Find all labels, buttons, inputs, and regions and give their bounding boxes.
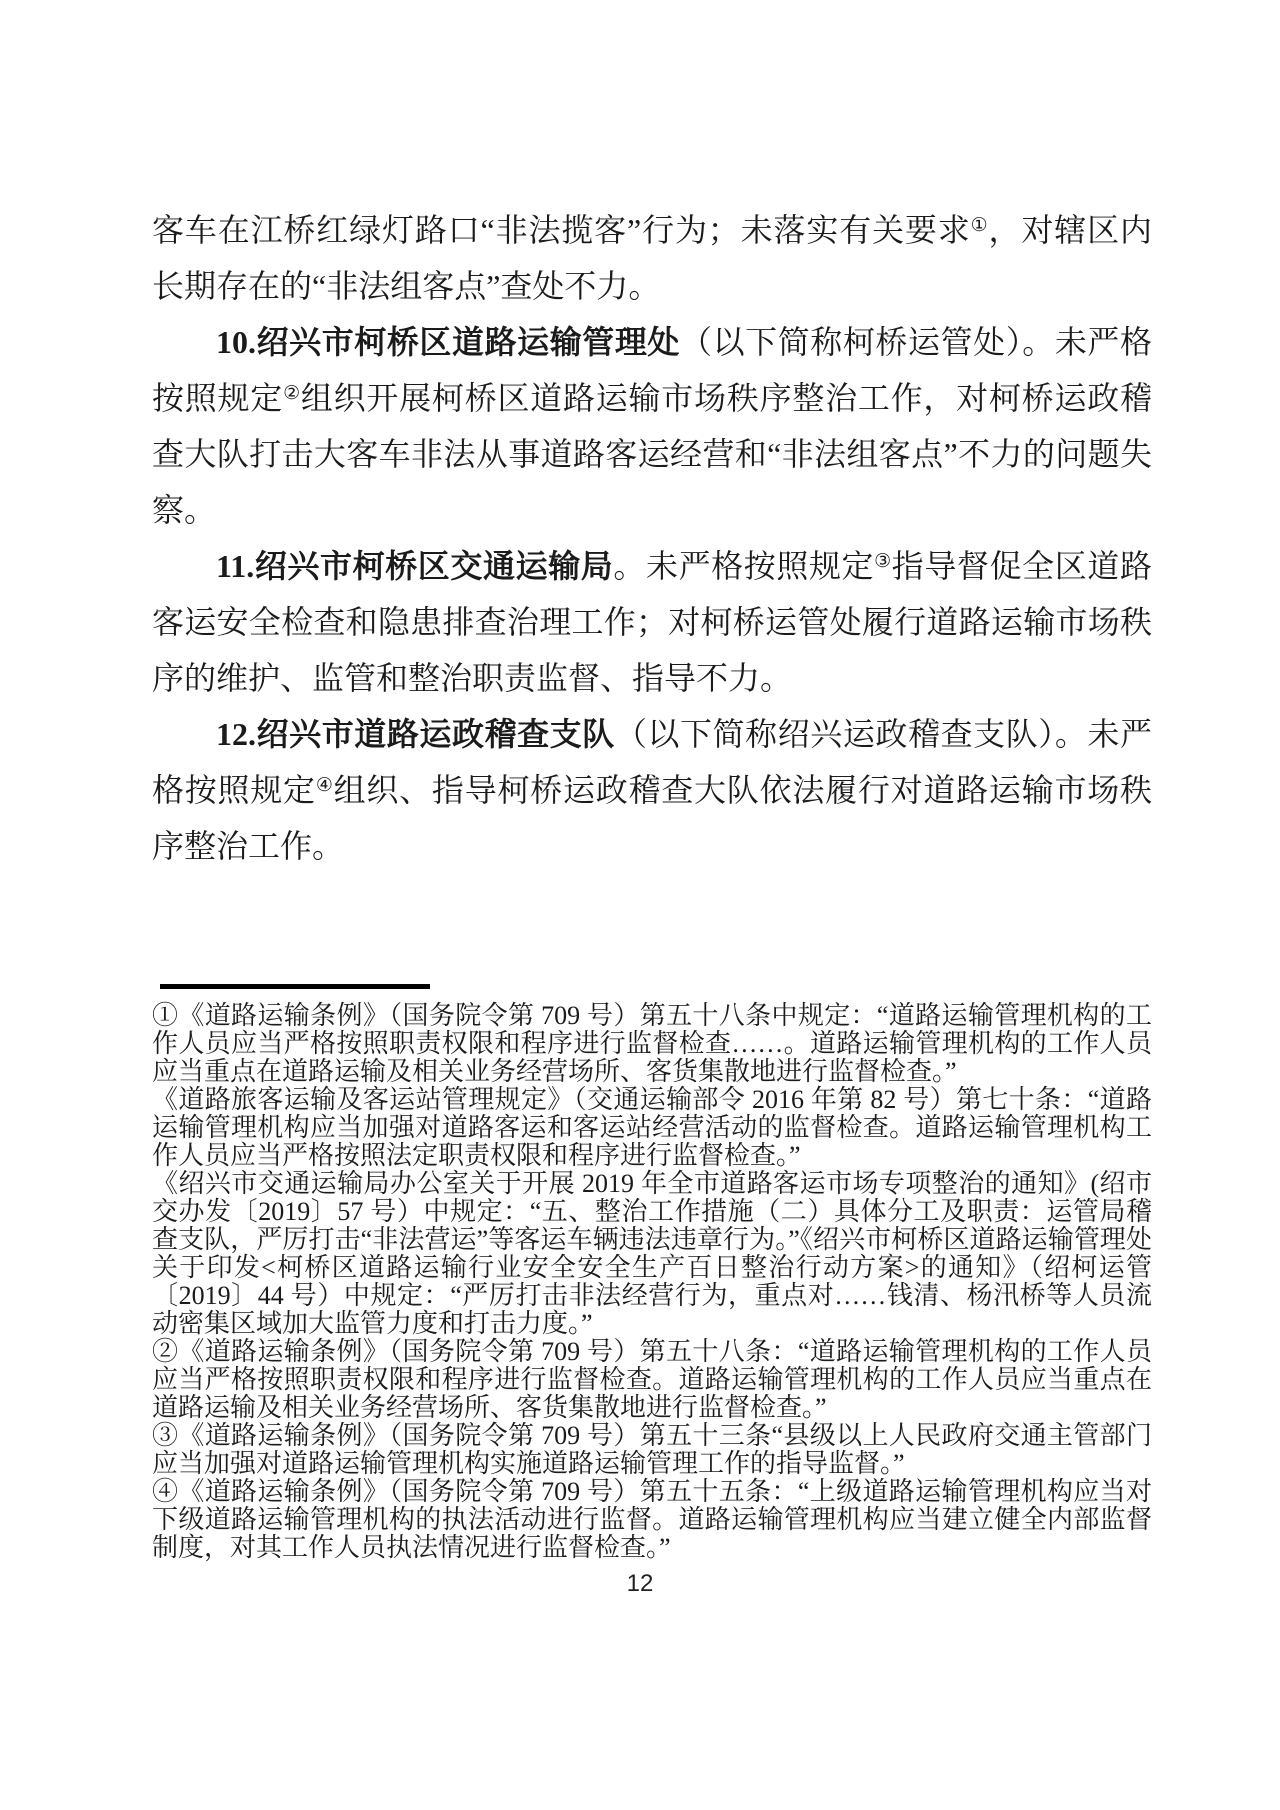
- para-10: [152, 314, 1152, 538]
- text-run: 指导督促全区道路客运安全检查和隐患排查治理工作；对柯桥运管处履行道路运输市场秩序的维护、监管和整治职责监督、指导不力。: [152, 548, 1152, 696]
- footnote-paragraph-3: 《绍兴市交通运输局办公室关于开展 2019 年全市道路客运市场专项整治的通知》(绍市交办发〔2019〕57 号）中规定：“五、整治工作措施（二）具体分工及职责：运管局稽查支队，严厉打击“非法营运”等客运车辆违法违章行为。”《绍兴市柯桥区道路运输管理处关于印发<柯桥区道路运输行业安全安全生产百日整治行动方案>的通知》（绍柯运管〔2019〕44 号）中规定：“严厉打击非法经营行为，重点对……钱清、杨汛桥等人员流动密集区域加大监管力度和打击力度。”: [152, 1169, 1152, 1338]
- page-number: 12: [626, 1570, 654, 1597]
- text-run: （以下简称柯桥运管处）。未严格按照规定: [152, 324, 1152, 416]
- footnote-paragraph-2: 《道路旅客运输及客运站管理规定》（交通运输部令 2016 年第 82 号）第七十条：“道路运输管理机构应当加强对道路客运和客运站经营活动的监督检查。道路运输管理机构工作人员应当严格按照法定职责权限和程序进行监督检查。”: [152, 1085, 1152, 1170]
- footnote-paragraph-5: ③《道路运输条例》（国务院令第 709 号）第五十三条“县级以上人民政府交通主管部门应当加强对道路运输管理机构实施道路运输管理工作的指导监督。”: [152, 1421, 1152, 1478]
- para-11: [152, 538, 1152, 706]
- footnote-paragraph-1: ①《道路运输条例》（国务院令第 709 号）第五十八条中规定：“道路运输管理机构的工作人员应当严格按照职责权限和程序进行监督检查……。道路运输管理机构的工作人员应当重点在道路运输及相关业务经营场所、客货集散地进行监督检查。”: [152, 1001, 1152, 1086]
- text-run: 客车在江桥红绿灯路口“非法揽客”行为；未落实有关要求: [152, 212, 971, 248]
- clause-heading: 11.绍兴市柯桥区交通运输局: [216, 548, 614, 584]
- para-9-continuation: [152, 202, 1152, 314]
- footnote-paragraph-4: ②《道路运输条例》（国务院令第 709 号）第五十八条：“道路运输管理机构的工作人员应当严格按照职责权限和程序进行监督检查。道路运输管理机构的工作人员应当重点在道路运输及相关业务经营场所、客货集散地进行监督检查。”: [152, 1337, 1152, 1422]
- footnote-separator: [160, 984, 430, 989]
- footnote-ref: ①: [970, 214, 989, 236]
- text-run: （以下简称绍兴运政稽查支队）。未严格按照规定: [152, 716, 1152, 808]
- clause-heading: 12.绍兴市道路运政稽查支队: [216, 716, 615, 752]
- para-12: [152, 706, 1152, 874]
- footnote-ref: ②: [283, 382, 301, 404]
- footnote-ref: ③: [874, 550, 892, 572]
- text-run: ，对辖区内长期存在的“非法组客点”查处不力。: [152, 212, 1152, 304]
- footnotes: [152, 1002, 1152, 1562]
- text-run: 。未严格按照规定: [613, 548, 875, 584]
- main-text: [152, 202, 1152, 874]
- footnote-paragraph-6: ④《道路运输条例》（国务院令第 709 号）第五十五条：“上级道路运输管理机构应当对下级道路运输管理机构的执法活动进行监督。道路运输管理机构应当建立健全内部监督制度，对其工作人员执法情况进行监督检查。”: [152, 1477, 1152, 1562]
- clause-heading: 10.绍兴市柯桥区道路运输管理处: [216, 324, 680, 360]
- footnote-ref: ④: [315, 774, 334, 796]
- text-run: 组织开展柯桥区道路运输市场秩序整治工作，对柯桥运政稽查大队打击大客车非法从事道路客运经营和“非法组客点”不力的问题失察。: [152, 380, 1152, 528]
- text-run: 组织、指导柯桥运政稽查大队依法履行对道路运输市场秩序整治工作。: [152, 772, 1152, 864]
